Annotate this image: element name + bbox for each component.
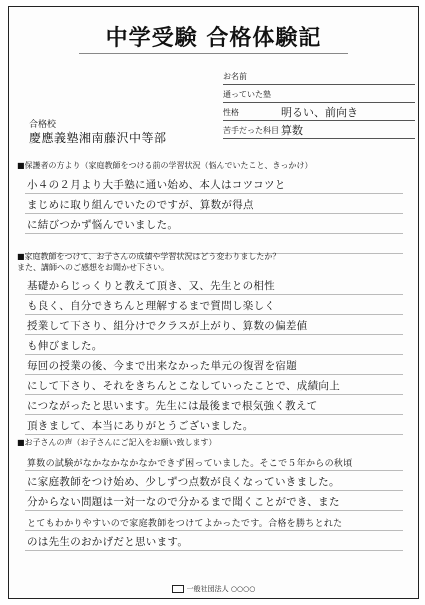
answer-line xyxy=(25,531,403,551)
section2-heading-text: ■家庭教師をつけて、お子さんの成績や学習状況はどう変わりましたか？ xyxy=(17,252,281,261)
answer-text: 基礎からじっくりと教えて頂き、又、先生との相性 xyxy=(27,280,275,292)
answer-line xyxy=(25,295,403,315)
footer xyxy=(9,584,418,594)
answer-text: 授業して下さり、組分けでクラスが上がり、算数の偏差値 xyxy=(27,320,308,332)
answer-line xyxy=(25,375,403,395)
section3-answer xyxy=(25,451,403,551)
answer-text: も良く、自分できちんと理解するまで質問し楽しく xyxy=(27,300,276,312)
answer-text: 小４の２月より大手塾に通い始め、本人はコツコツと xyxy=(27,179,286,191)
title-divider xyxy=(79,53,348,54)
answer-line xyxy=(25,491,403,511)
answer-line xyxy=(25,194,403,214)
answer-line xyxy=(25,214,403,234)
personality-value: 明るい、前向き xyxy=(281,106,358,119)
answer-line xyxy=(25,174,403,194)
section3-heading-text: ■お子さんの声（お子さんにご記入をお願い致します） xyxy=(17,438,217,447)
passed-school-value: 慶應義塾湘南藤沢中等部 xyxy=(29,131,167,145)
answer-line xyxy=(25,335,403,355)
weak-subject-value: 算数 xyxy=(281,124,303,137)
answer-text: 分からない問題は一対一なので分かるまで聞くことができ、また xyxy=(27,496,340,508)
answer-text: のは先生のおかげだと思います。 xyxy=(27,536,189,548)
answer-line xyxy=(25,415,403,435)
info-row-weak-subject xyxy=(223,121,415,139)
personality-label: 性格 xyxy=(223,108,239,117)
answer-text: とてもわかりやすいので家庭教師をつけてよかったです。合格を勝ちとれた xyxy=(27,519,343,529)
answer-text: につながったと思います。先生には最後まで根気強く教えて xyxy=(27,400,318,412)
section2-answer xyxy=(25,275,403,435)
section1-heading-text: ■保護者の方より（家庭教師をつける前の学習状況（悩んでいたこと、きっかけ） xyxy=(17,161,313,170)
answer-line xyxy=(25,315,403,335)
section2-heading-subtext: また、講師へのご感想をお聞かせ下さい。 xyxy=(17,263,169,272)
organization-logo-text: 一般社団法人 ○○○○ xyxy=(186,585,256,593)
answer-line xyxy=(25,511,403,531)
answer-text: 毎回の授業の後、今まで出来なかった単元の復習を宿題 xyxy=(27,360,297,372)
answer-line xyxy=(25,395,403,415)
answer-line xyxy=(25,275,403,295)
info-row-personality xyxy=(223,103,415,121)
answer-text: に結びつかず悩んでいました。 xyxy=(27,219,179,231)
info-row-school xyxy=(223,85,415,103)
testimonial-sheet xyxy=(8,6,419,599)
student-info-block xyxy=(223,67,415,139)
answer-text: 頂きまして、本当にありがとうございました。 xyxy=(27,420,254,432)
section1-heading xyxy=(17,160,313,171)
answer-line xyxy=(25,471,403,491)
answer-line xyxy=(25,451,403,471)
answer-line xyxy=(25,355,403,375)
section1-answer xyxy=(25,174,403,254)
name-label: お名前 xyxy=(223,72,247,81)
info-row-name xyxy=(223,67,415,85)
section2-heading xyxy=(17,251,280,273)
weak-subject-label: 苦手だった科目 xyxy=(223,126,279,135)
school-attended-label: 通っていた塾 xyxy=(223,90,271,99)
answer-text: 算数の試験がなかなかなかなかできず困っていました。そこで５年からの秋頃 xyxy=(27,459,353,469)
passed-school-label: 合格校 xyxy=(29,120,57,130)
answer-text: に家庭教師をつけ始め、少しずつ点数が良くなっていきました。 xyxy=(27,476,340,488)
page-title: 中学受験 合格体験記 xyxy=(105,26,322,51)
section3-heading xyxy=(17,437,217,448)
answer-text: も伸びました。 xyxy=(27,340,103,352)
answer-text: まじめに取り組んでいたのですが、算数が得点 xyxy=(27,199,254,211)
answer-text: にして下さり、それをきちんとこなしていったことで、成績向上 xyxy=(27,380,340,392)
organization-logo-icon xyxy=(172,585,184,593)
